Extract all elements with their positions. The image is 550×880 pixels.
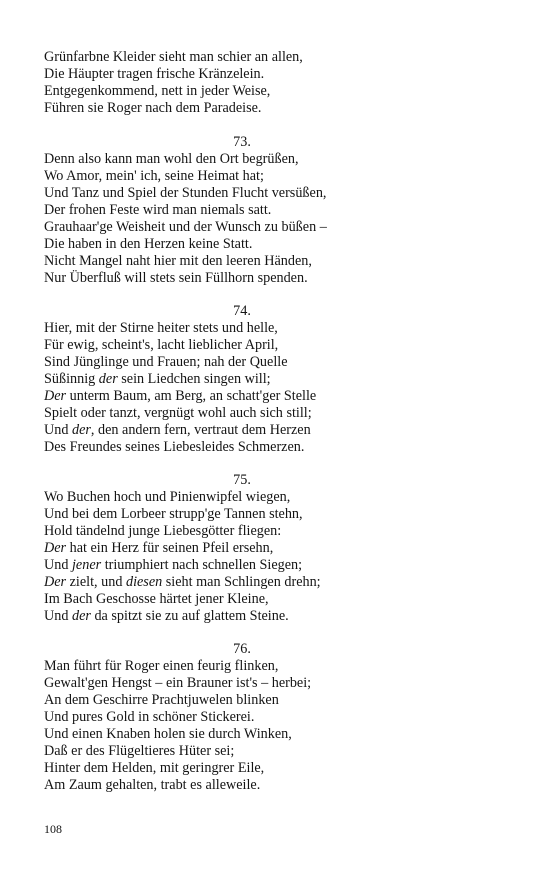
verse-line: Und einen Knaben holen sie durch Winken, [44,726,292,742]
verse-line: Hold tändelnd junge Liebesgötter fliegen: [44,523,282,539]
verse-line: Der zielt, und diesen sieht man Schlingen drehn; [44,574,321,590]
stanza-74 [44,303,524,456]
verse-line: Am Zaum gehalten, trabt es alleweile. [44,777,261,793]
verse-line: Des Freundes seines Liebesleides Schmerzen. [44,439,305,455]
verse-line: Gewalt'gen Hengst – ein Brauner ist's – herbei; [44,675,312,691]
verse-line: Hinter dem Helden, mit geringrer Eile, [44,760,265,776]
stanza-number: 74. [233,303,251,319]
verse-line: Grünfarbne Kleider sieht man schier an allen, [44,49,303,65]
verse-line: Und bei dem Lorbeer strupp'ge Tannen stehn, [44,506,303,522]
verse-line: Der unterm Baum, am Berg, an schatt'ger Stelle [44,388,317,404]
emphasis-word: Der [44,388,67,404]
stanza-73 [44,134,524,287]
emphasis-word: der [98,371,118,387]
stanza-number: 73. [233,134,251,150]
stanza-number: 75. [233,472,251,488]
emphasis-word: der [71,422,91,438]
verse-line: Nur Überfluß will stets sein Füllhorn spenden. [44,270,308,286]
verse-line: Und pures Gold in schöner Stickerei. [44,709,255,725]
verse-line: Und jener triumphiert nach schnellen Siegen; [44,557,303,573]
emphasis-word: diesen [125,574,163,590]
emphasis-word: Der [44,574,67,590]
stanza-72-ending [44,49,524,117]
verse-line: Und der da spitzt sie zu auf glattem Steine. [44,608,289,624]
verse-line: Im Bach Geschosse härtet jener Kleine, [44,591,269,607]
verse-line: Spielt oder tanzt, vergnügt wohl auch sich still; [44,405,312,421]
verse-line: Und der, den andern fern, vertraut dem Herzen [44,422,311,438]
verse-line: Der frohen Feste wird man niemals satt. [44,202,272,218]
verse-line: Die Häupter tragen frische Kränzelein. [44,66,265,82]
verse-line: Denn also kann man wohl den Ort begrüßen, [44,151,299,167]
verse-line: An dem Geschirre Prachtjuwelen blinken [44,692,279,708]
verse-line: Führen sie Roger nach dem Paradeise. [44,100,262,116]
verse-line: Wo Buchen hoch und Pinienwipfel wiegen, [44,489,291,505]
verse-line: Daß er des Flügeltieres Hüter sei; [44,743,235,759]
emphasis-word: jener [71,557,102,573]
stanza-number: 76. [233,641,251,657]
verse-line: Die haben in den Herzen keine Statt. [44,236,253,252]
emphasis-word: Der [44,540,67,556]
verse-line: Süßinnig der sein Liedchen singen will; [44,371,271,387]
verse-line: Und Tanz und Spiel der Stunden Flucht versüßen, [44,185,327,201]
verse-line: Für ewig, scheint's, lacht lieblicher April, [44,337,279,353]
verse-line: Der hat ein Herz für seinen Pfeil ersehn, [44,540,274,556]
emphasis-word: der [71,608,91,624]
verse-line: Nicht Mangel naht hier mit den leeren Händen, [44,253,312,269]
verse-line: Sind Jünglinge und Frauen; nah der Quelle [44,354,288,370]
verse-line: Grauhaar'ge Weisheit und der Wunsch zu büßen – [44,219,327,235]
verse-line: Wo Amor, mein' ich, seine Heimat hat; [44,168,264,184]
stanza-76 [44,641,524,794]
page-number: 108 [44,822,62,836]
verse-line: Entgegenkommend, nett in jeder Weise, [44,83,271,99]
stanza-75 [44,472,524,625]
verse-line: Hier, mit der Stirne heiter stets und helle, [44,320,278,336]
verse-line: Man führt für Roger einen feurig flinken, [44,658,279,674]
